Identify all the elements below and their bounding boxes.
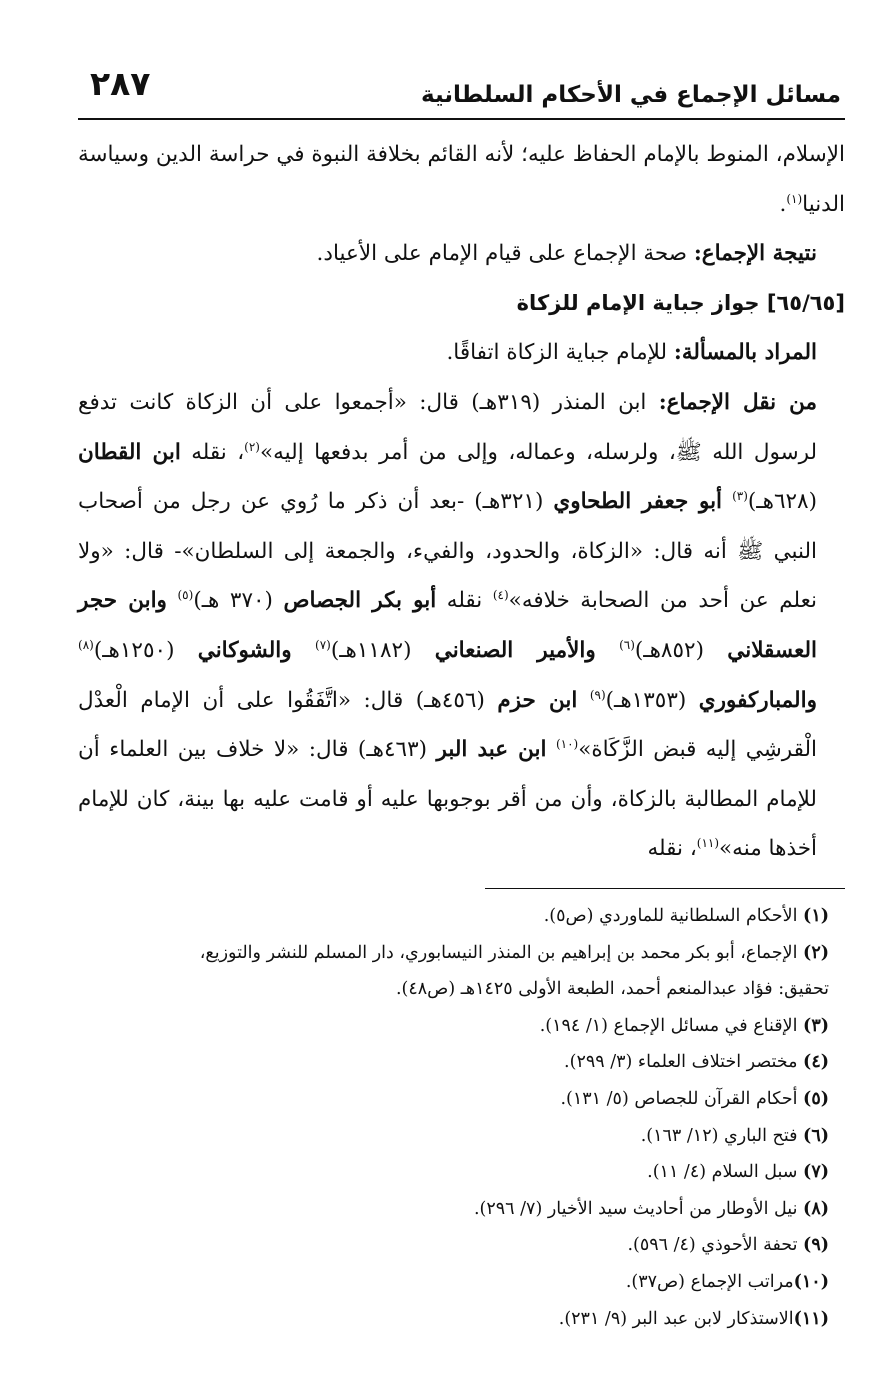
footnote-ref-3[interactable]: (٣) (732, 489, 748, 503)
paragraph-transmitters: من نقل الإجماع: ابن المنذر (٣١٩هـ) قال: «أجمعوا على أن الزكاة كانت تدفع لرسول الله ﷺ، ولرسله، وعماله، وإلى من أمر بدفعها إليه»$^{(٢)}$، نقله ابن القطان (٦٢٨هـ)$^{(٣)}$ أبو جعفر الطحاوي (٣٢١هـ) -بعد أن ذكر ما رُوي عن رجل من أصحاب النبي ﷺ أنه قال: «الزكاة، والحدود، والفيء، والجمعة إلى السلطان»- قال: «ولا نعلم عن أحد من الصحابة خلافه»$^{(٤)}$ نقله أبو بكر الجصاص (٣٧٠ هـ)$^{(٥)}$ وابن حجر العسقلاني (٨٥٢هـ)$^{(٦)}$ والأمير الصنعاني (١١٨٢هـ)$^{(٧)}$ والشوكاني (١٢٥٠هـ)$^{(٨)}$ والمباركفوري (١٣٥٣هـ)$^{(٩)}$ ابن حزم (٤٥٦هـ) قال: «اتَّفَقُوا على أن الإمام الْعدْل الْقرشِي إليه قبض الزَّكَاة»$^{(١٠)}$ ابن عبد البر (٤٦٣هـ) قال: «لا خلاف بين العلماء أن للإمام المطالبة بالزكاة، وأن من أقر بوجوبها عليه أو قامت عليه بها بينة، كان للإمام أخذها منه»$^{(١١)}$، نقله (78, 389, 817, 862)
footnote-item: (٨) نيل الأوطار من أحاديث سيد الأخيار (٧/ ٢٩٦). (473, 1198, 829, 1219)
paragraph-1: الإسلام، المنوط بالإمام الحفاظ عليه؛ لأنه القائم بخلافة النبوة في حراسة الدين وسياسة الدنيا$^{(١)}$. (78, 142, 845, 217)
footnote-ref-9[interactable]: (٩) (589, 687, 606, 702)
section-title: [٦٥/٦٥] جواز جباية الإمام للزكاة (516, 290, 845, 315)
footnote-ref-1[interactable]: (١) (786, 191, 803, 206)
scholar-name: وابن حجر العسقلاني (78, 588, 817, 663)
scholar-name: ابن القطان (78, 439, 181, 465)
footnote-item: (٥) أحكام القرآن للجصاص (٥/ ١٣١). (560, 1088, 829, 1109)
label-ijma-result: نتيجة الإجماع: (693, 241, 817, 267)
scholar-name: أبو جعفر الطحاوي (553, 489, 723, 515)
footnote-ref-10[interactable]: (١٠) (555, 736, 579, 751)
footnote-item: (١) الأحكام السلطانية للماوردي (ص٥). (543, 906, 829, 926)
footnote-ref-7[interactable]: (٧) (315, 637, 331, 652)
paragraph-ijma-result: نتيجة الإجماع: صحة الإجماع على قيام الإمام على الأعياد. (316, 241, 817, 267)
header-divider (78, 118, 845, 120)
scholar-name: ابن حزم (497, 687, 578, 713)
footnote-item: (٦) فتح الباري (١٢/ ١٦٣). (640, 1125, 829, 1146)
scholar-name: ابن عبد البر (436, 737, 547, 763)
footnotes (78, 898, 845, 1337)
footnote-ref-2[interactable]: (٢) (244, 439, 260, 454)
footnote-ref-6[interactable]: (٦) (619, 637, 635, 652)
footnote-item: (١٠)مراتب الإجماع (ص٣٧). (625, 1271, 829, 1292)
label-transmitters: من نقل الإجماع: (658, 389, 817, 415)
scholar-name: والشوكاني (197, 637, 292, 663)
main-text (78, 130, 845, 874)
footnote-item: (٩) تحفة الأحوذي (٤/ ٥٩٦). (627, 1235, 829, 1256)
scholar-name: أبو بكر الجصاص (283, 588, 437, 614)
footnote-ref-8[interactable]: (٨) (78, 637, 94, 652)
footnote-continuation: تحقيق: فؤاد عبدالمنعم أحمد، الطبعة الأولى ١٤٢٥هـ (ص٤٨). (395, 979, 829, 1000)
scholar-name: والمباركفوري (698, 687, 817, 713)
running-header (78, 60, 845, 120)
running-title: مسائل الإجماع في الأحكام السلطانية (421, 82, 841, 108)
footnote-divider (485, 888, 845, 889)
footnote-item: (٧) سبل السلام (٤/ ١١). (647, 1162, 829, 1183)
page-number: ٢٨٧ (90, 64, 151, 103)
paragraph-meaning: المراد بالمسألة: للإمام جباية الزكاة اتفاقًا. (446, 340, 817, 366)
scholar-name: والأمير الصنعاني (434, 637, 596, 663)
footnote-item: (١١)الاستذكار لابن عبد البر (٩/ ٢٣١). (558, 1308, 829, 1329)
footnote-item: (٣) الإقناع في مسائل الإجماع (١/ ١٩٤). (539, 1015, 829, 1036)
footnote-ref-11[interactable]: (١١) (696, 836, 720, 851)
footnote-item: (٤) مختصر اختلاف العلماء (٣/ ٢٩٩). (564, 1052, 829, 1073)
footnote-item: (٢) الإجماع، أبو بكر محمد بن إبراهيم بن المنذر النيسابوري، دار المسلم للنشر والتوزيع، (199, 942, 829, 963)
footnote-ref-5[interactable]: (٥) (177, 588, 194, 603)
label-meaning: المراد بالمسألة: (673, 340, 817, 366)
footnote-ref-4[interactable]: (٤) (492, 588, 509, 603)
